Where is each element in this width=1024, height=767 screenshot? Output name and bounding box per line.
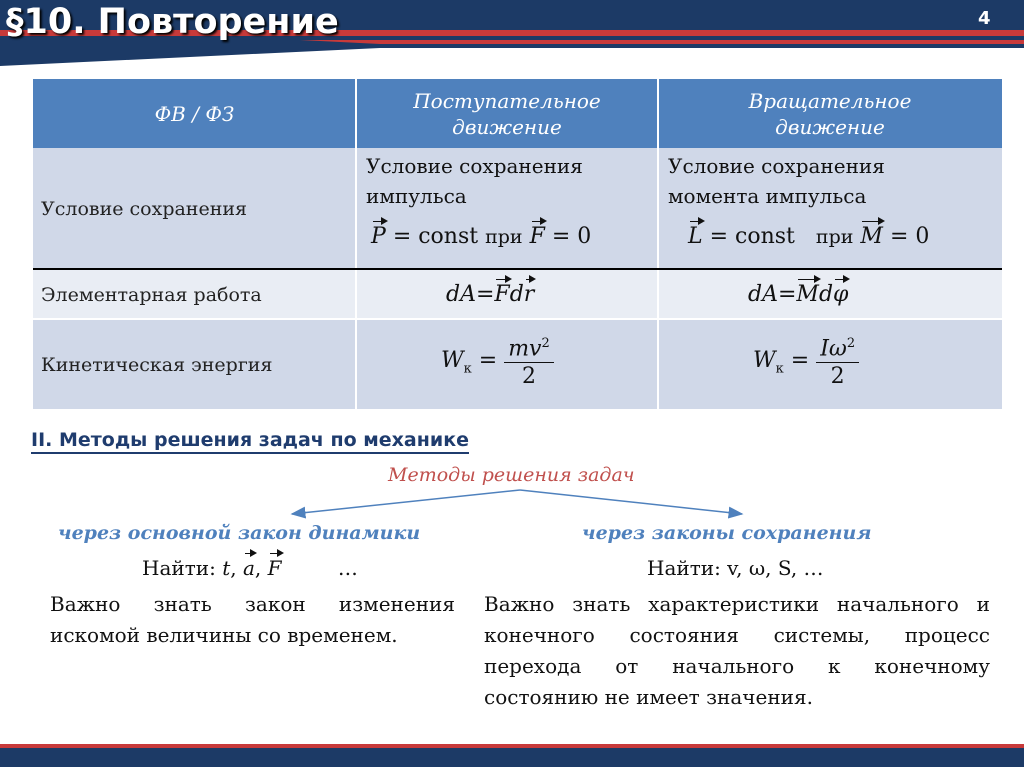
formula-work-rotational: dA=Mdφ xyxy=(748,282,849,307)
formula-momentum-conservation: P = const при F = 0 xyxy=(371,224,592,249)
methods-label: Методы решения задач xyxy=(388,464,635,486)
comparison-table xyxy=(33,79,1002,409)
section-heading: II. Методы решения задач по механике xyxy=(31,428,469,454)
table-divider xyxy=(33,318,1002,320)
table-divider xyxy=(355,79,357,409)
cell-text: Условие сохранения момента импульса xyxy=(668,154,885,208)
row-label: Элементарная работа xyxy=(41,284,262,306)
formula-work-translational: dA=Fdr xyxy=(446,282,535,307)
slide-number: 4 xyxy=(978,8,991,29)
row-label: Условие сохранения xyxy=(41,198,248,220)
find-conservation: Найти: v, ω, S, … xyxy=(647,556,824,580)
table-divider xyxy=(33,268,1002,270)
table-header-cell: Поступательное движение xyxy=(356,79,658,148)
find-dynamics: Найти: t, a, F … xyxy=(142,556,358,580)
footer-bar xyxy=(0,748,1024,767)
note-dynamics: Важно знать закон изменения искомой величины со временем. xyxy=(50,592,455,647)
cell-text: Условие сохранения импульса xyxy=(366,154,583,208)
branch-conservation-title: через законы сохранения xyxy=(582,522,872,544)
slide-title: §10. Повторение xyxy=(6,2,339,42)
table-header-cell: ФВ / ФЗ xyxy=(33,79,356,148)
branch-dynamics-title: через основной закон динамики xyxy=(58,522,421,544)
row-label: Кинетическая энергия xyxy=(41,353,273,376)
table-header-cell: Вращательное движение xyxy=(658,79,1002,148)
table-divider xyxy=(657,79,659,409)
note-conservation: Важно знать характеристики начального и конечного состояния системы, процесс перехода от начального к конечному состоянию не имеет значения. xyxy=(484,592,990,709)
formula-kinetic-translational: $W_к$ = $\frac{mv^2}{2}$ xyxy=(441,331,554,391)
formula-kinetic-rotational: $W_к$ = $\frac{I\omega^2}{2}$ xyxy=(753,331,859,391)
formula-angular-momentum-conservation: L = const при M = 0 xyxy=(688,224,930,249)
